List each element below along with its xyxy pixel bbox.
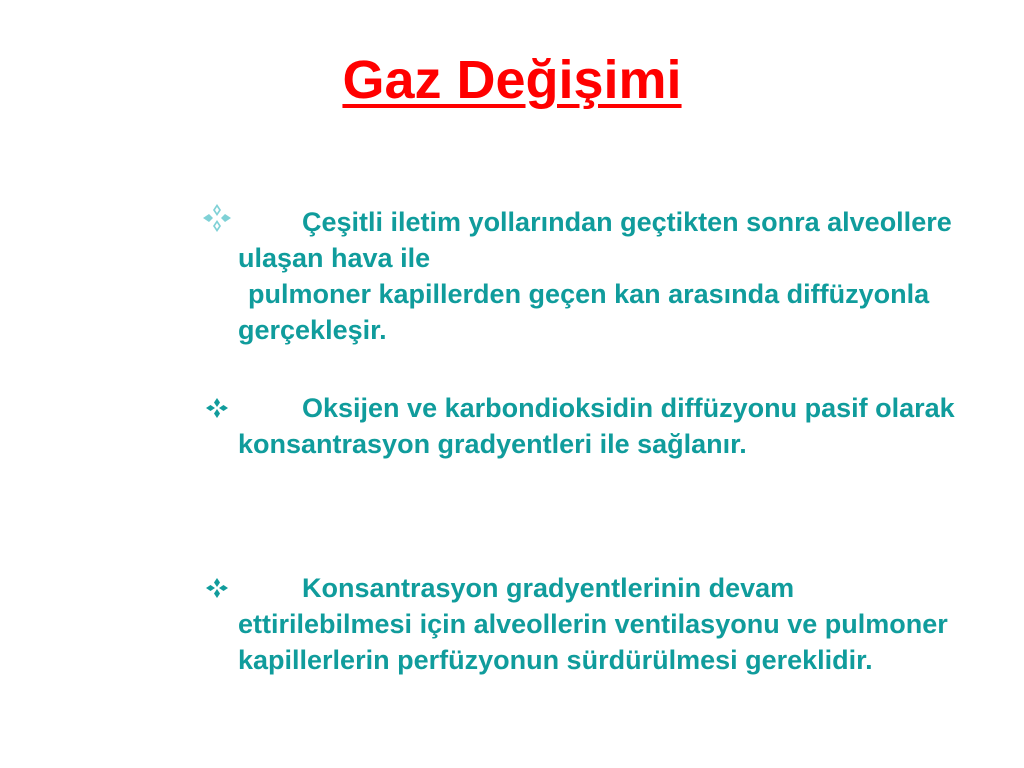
bullet-text: Çeşitli iletim yollarından geçtikten sonra alveollere ulaşan hava ile [238, 207, 952, 273]
bullet-item [200, 570, 956, 678]
bullet-continuation-text: pulmoner kapillerden geçen kan arasında diffüzyonla gerçekleşir. [238, 279, 930, 345]
bullet-text: Oksijen ve karbondioksidin diffüzyonu pasif olarak konsantrasyon gradyentleri ile sağlanır. [238, 393, 955, 459]
bullet-item [200, 204, 956, 348]
slide-title-text: Gaz Değişimi [342, 50, 682, 110]
bullet-item [200, 390, 956, 462]
diamond-fleuron-icon [200, 390, 234, 426]
diamond-fleuron-icon [200, 200, 234, 236]
bullet-text: Konsantrasyon gradyentlerinin devam ettirilebilmesi için alveollerin ventilasyonu ve pulmoner kapillerlerin perfüzyonun sürdürülmesi gereklidir. [238, 573, 948, 675]
bullet-continuation [238, 276, 956, 348]
diamond-fleuron-icon [200, 570, 234, 606]
slide-title [0, 46, 1024, 114]
